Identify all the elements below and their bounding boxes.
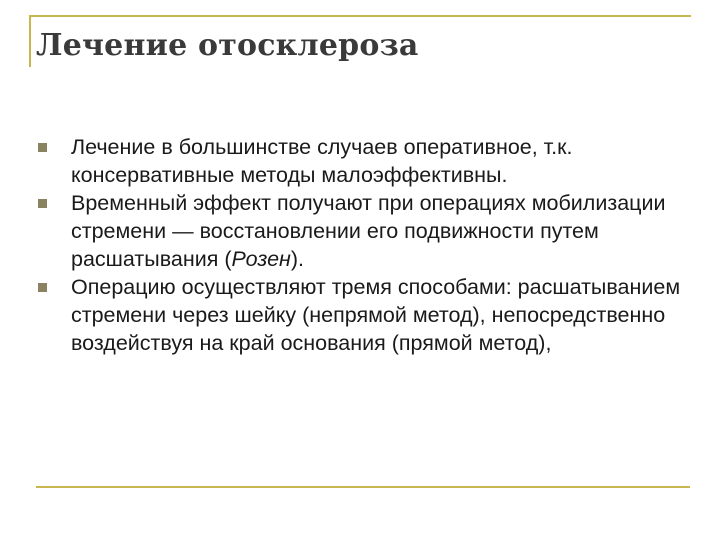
bullet-text-1: Лечение в большинстве случаев оперативное, т.к. консервативные методы малоэффективны. [71, 135, 573, 187]
slide-title: Лечение отосклероза [36, 28, 419, 63]
bullet-item-3 [38, 273, 698, 357]
bullet-list [38, 133, 698, 357]
top-accent-line [29, 15, 691, 17]
square-bullet-icon [38, 143, 47, 152]
bullet-text-3: Операцию осуществляют тремя способами: расшатыванием стремени через шейку (непрямой метод), непосредственно воздействуя на край основания (прямой метод), [71, 275, 681, 355]
bullet-item-2 [38, 189, 698, 273]
square-bullet-icon [38, 283, 47, 292]
bullet-text-2 [71, 191, 666, 271]
bullet-text-2-part-2: ). [290, 247, 304, 271]
bottom-accent-line [36, 486, 690, 488]
left-accent-line [29, 15, 31, 67]
bullet-item-1 [38, 133, 698, 189]
bullet-text-2-part-1: Временный эффект получают при операциях мобилизации стремени — восстановлении его подвижности путем расшатывания ( [71, 191, 666, 271]
square-bullet-icon [38, 199, 47, 208]
bullet-text-2-italic: Розен [231, 247, 291, 271]
